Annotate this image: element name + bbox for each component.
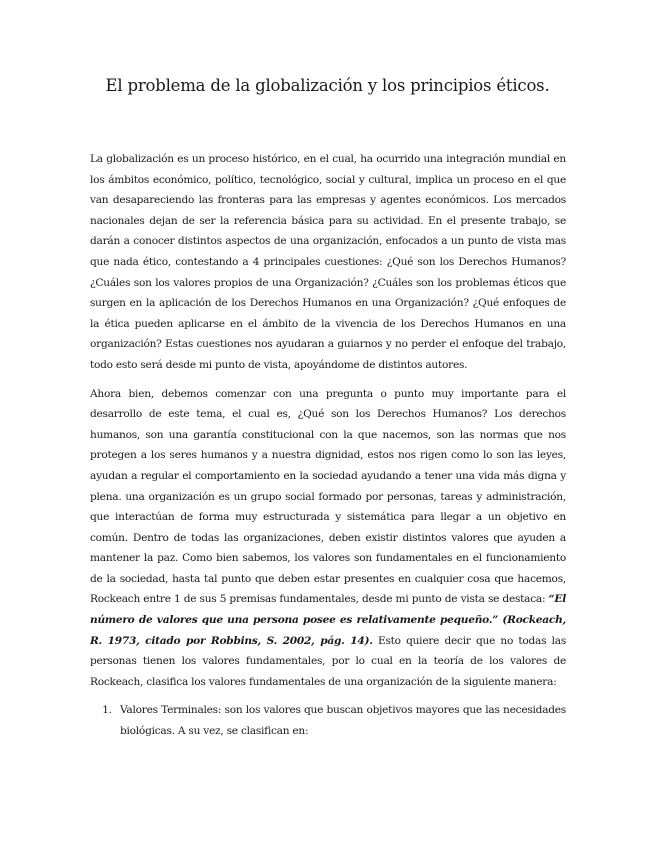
values-list bbox=[90, 700, 566, 741]
document-title: El problema de la globalización y los principios éticos. bbox=[105, 76, 550, 95]
paragraph-text: Ahora bien, debemos comenzar con una pregunta o punto muy importante para el desarrollo de este tema, el cual es, ¿Qué son los Derechos Humanos? Los derechos humanos, son una garantía constitucional con la que nacemos, son las normas que nos protegen a los seres humanos y a nuestra dignidad, estos nos rigen como lo son las leyes, ayudan a regular el comportamiento en la sociedad ayudando a tener una vida más digna y plena. una organización es un grupo social formado por personas, tareas y administración, que interactúan de forma muy estructurada y sistemática para llegar a un objetivo en común. Dentro de todas las organizaciones, deben existir distintos valores que ayuden a mantener la paz. Como bien sabemos, los valores son fundamentales en el funcionamiento de la sociedad, hasta tal punto que deben estar presentes en cualquier cosa que hacemos, Rockeach entre 1 de sus 5 premisas fundamentales, desde mi punto de vista se destaca: bbox=[90, 387, 566, 606]
paragraph-derechos-humanos bbox=[90, 384, 566, 693]
rockeach-quote: “El número de valores que una persona posee es relativamente pequeño.” (Rockeach, R. 1973, citado por Robbins, S. 2002, pág. 14). bbox=[90, 593, 566, 647]
paragraph-text-continued: Esto quiere decir que no todas las personas tienen los valores fundamentales, por lo cual en la teoría de los valores de Rockeach, clasifica los valores fundamentales de una organización de la siguiente manera: bbox=[90, 634, 567, 688]
document-body bbox=[90, 149, 566, 742]
paragraph-intro: La globalización es un proceso histórico, en el cual, ha ocurrido una integración mundial en los ámbitos económico, político, tecnológico, social y cultural, implica un proceso en el que van desapareciendo las fronteras para las empresas y agentes económicos. Los mercados nacionales dejan de ser la referencia básica para su actividad. En el presente trabajo, se darán a conocer distintos aspectos de una organización, enfocados a un punto de vista mas que nada ético, contestando a 4 principales cuestiones: ¿Qué son los Derechos Humanos? ¿Cuáles son los valores propios de una Organización? ¿Cuáles son los problemas éticos que surgen en la aplicación de los Derechos Humanos en una Organización? ¿Qué enfoques de la ética pueden aplicarse en el ámbito de la vivencia de los Derechos Humanos en una organización? Estas cuestiones nos ayudaran a guiarnos y no perder el enfoque del trabajo, todo esto será desde mi punto de vista, apoyándome de distintos autores. bbox=[90, 153, 566, 371]
list-item: 1. Valores Terminales: son los valores que buscan objetivos mayores que las necesidades biológicas. A su vez, se clasifican en: bbox=[115, 700, 566, 741]
